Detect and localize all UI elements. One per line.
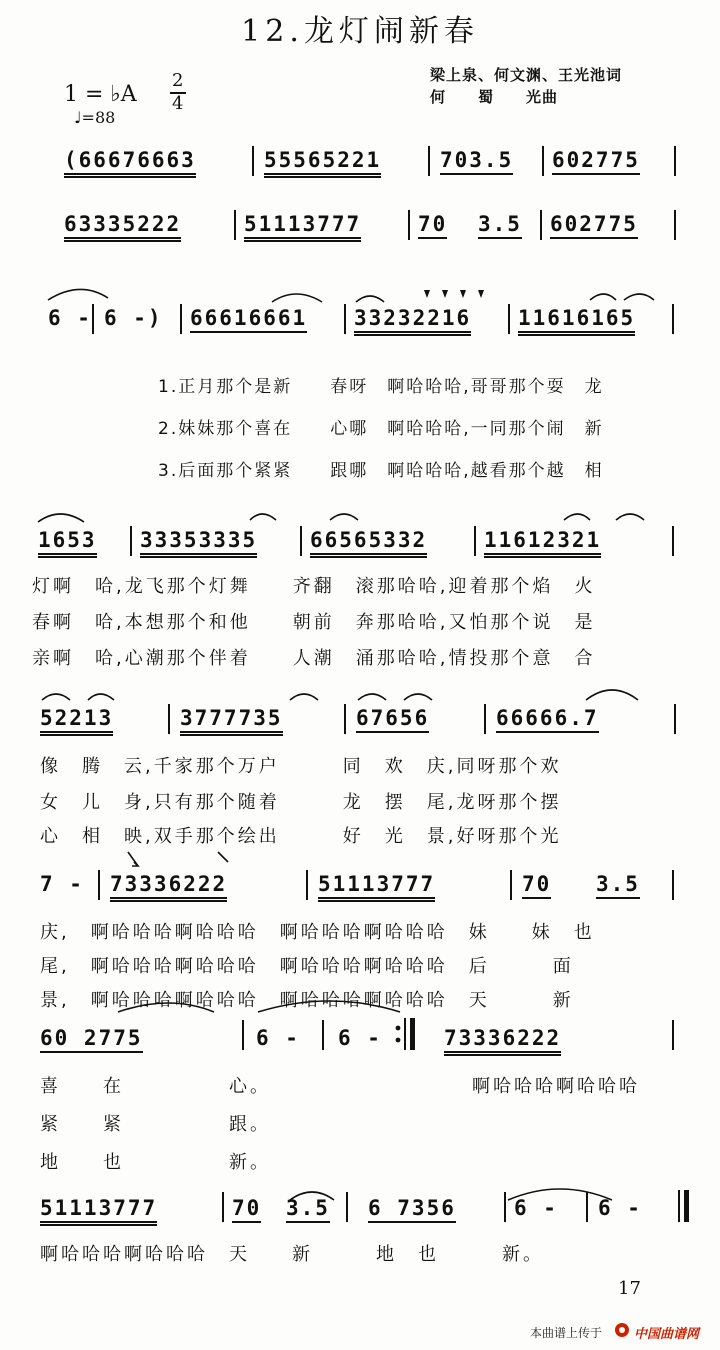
bar-line — [474, 526, 476, 556]
lyric-line: 地 也 新。 — [40, 1152, 271, 1173]
measure: 6 -) — [104, 306, 163, 330]
measure: 6 - — [514, 1196, 558, 1220]
bar-line — [672, 304, 674, 334]
measure: 60 2775 — [40, 1026, 143, 1053]
measure: 33353335 — [140, 528, 257, 558]
measure: 70 — [232, 1196, 261, 1223]
measure: 6 - — [256, 1026, 300, 1050]
bar-line — [674, 704, 676, 734]
bar-line — [300, 526, 302, 556]
bar-line — [306, 870, 308, 900]
site-name-link[interactable]: 中国曲谱网 — [634, 1327, 700, 1342]
lyric-line: 庆, 啊哈哈哈啊哈哈哈 啊哈哈哈啊哈哈哈 妹 妹 也 — [40, 922, 595, 943]
measure: 66565332 — [310, 528, 427, 558]
lyric-line: 尾, 啊哈哈哈啊哈哈哈 啊哈哈哈啊哈哈哈 后 面 — [40, 956, 574, 977]
measure: 3.5 — [286, 1196, 330, 1223]
measure: 70 — [418, 212, 447, 239]
measure: 602775 — [550, 212, 638, 239]
measure: 51113777 — [318, 872, 435, 902]
bar-line — [504, 1192, 506, 1222]
bar-line — [252, 146, 254, 176]
bar-line — [242, 1020, 244, 1050]
lyric-line: 3.后面那个紧紧 跟哪 啊哈哈哈,越看那个越 相 — [158, 461, 604, 481]
lyric-line: 景, 啊哈哈哈啊哈哈哈 啊哈哈哈啊哈哈哈 天 新 — [40, 990, 574, 1011]
measure: 6 - — [338, 1026, 382, 1050]
measure: 67656 — [356, 706, 429, 733]
measure: 33232216 — [354, 306, 471, 336]
lyric-line: 像 腾 云,千家那个万户 同 欢 庆,同呀那个欢 — [40, 756, 562, 777]
measure: 602775 — [552, 148, 640, 175]
measure: 11612321 — [484, 528, 601, 558]
lyric-line: 亲啊 哈,心潮那个伴着 人潮 涌那哈哈,情投那个意 合 — [32, 648, 596, 669]
measure: 6 - — [598, 1196, 642, 1220]
lyric-line: 啊哈哈哈啊哈哈哈 天 新 地 也 新。 — [40, 1244, 544, 1265]
bar-line — [180, 304, 182, 334]
lyric-line: 灯啊 哈,龙飞那个灯舞 齐翻 滚那哈哈,迎着那个焰 火 — [32, 576, 596, 597]
bar-line — [672, 1020, 674, 1050]
lyric-line: 喜 在 心。 啊哈哈哈啊哈哈哈 — [40, 1076, 640, 1097]
lyric-line: 春啊 哈,本想那个和他 朝前 奔那哈哈,又怕那个说 是 — [32, 612, 596, 633]
bar-line — [168, 704, 170, 734]
lyric-line: 1.正月那个是新 春呀 啊哈哈哈,哥哥那个耍 龙 — [158, 377, 604, 397]
song-title: 12.龙灯闹新春 — [241, 14, 479, 49]
bar-line — [130, 526, 132, 556]
time-signature-bottom: 4 — [172, 93, 184, 114]
measure: 3.5 — [478, 212, 522, 239]
measure: 6 - — [48, 306, 92, 330]
bar-line — [586, 1192, 588, 1222]
lyric-line: 女 儿 身,只有那个随着 龙 摆 尾,龙呀那个摆 — [40, 792, 562, 813]
bar-line — [484, 704, 486, 734]
measure: 63335222 — [64, 212, 181, 242]
composer-credit: 何 蜀 光曲 — [430, 88, 559, 106]
measure: 51113777 — [244, 212, 361, 242]
bar-line — [222, 1192, 224, 1222]
lyric-line: 心 相 映,双手那个绘出 好 光 景,好呀那个光 — [40, 826, 562, 847]
measure: 66666.7 — [496, 706, 599, 733]
site-logo-icon — [614, 1322, 630, 1338]
bar-line — [672, 870, 674, 900]
bar-line — [508, 304, 510, 334]
bar-line — [322, 1020, 324, 1050]
bar-line — [98, 870, 100, 900]
measure: 51113777 — [40, 1196, 157, 1226]
measure: 7 - — [40, 872, 84, 896]
bar-line — [408, 210, 410, 240]
time-signature-top: 2 — [172, 70, 184, 91]
measure: 73336222 — [110, 872, 227, 902]
bar-line — [674, 146, 676, 176]
measure: 3777735 — [180, 706, 283, 736]
measure: 73336222 — [444, 1026, 561, 1056]
page-number: 17 — [618, 1278, 641, 1299]
measure: 11616165 — [518, 306, 635, 336]
bar-line — [540, 210, 542, 240]
bar-line — [542, 146, 544, 176]
bar-line — [346, 1192, 348, 1222]
measure: 66616661 — [190, 306, 307, 333]
footer-upload-text: 本曲谱上传于 — [530, 1326, 603, 1340]
measure: 70 — [522, 872, 551, 899]
bar-line — [234, 210, 236, 240]
lyricist-credit: 梁上泉、何文渊、王光池词 — [430, 66, 623, 84]
bar-line — [344, 704, 346, 734]
measure: 3.5 — [596, 872, 640, 899]
bar-line — [92, 304, 94, 334]
bar-line — [672, 526, 674, 556]
key-signature: 1 = ♭A — [64, 82, 137, 107]
bar-line — [510, 870, 512, 900]
bar-line — [344, 304, 346, 334]
measure: 703.5 — [440, 148, 513, 175]
measure: 6 7356 — [368, 1196, 456, 1223]
lyric-line: 2.妹妹那个喜在 心哪 啊哈哈哈,一同那个闹 新 — [158, 419, 604, 439]
measure: 1653 — [38, 528, 97, 558]
measure: (66676663 — [64, 148, 196, 178]
bar-line — [428, 146, 430, 176]
measure: 52213 — [40, 706, 113, 736]
bar-line — [674, 210, 676, 240]
measure: 55565221 — [264, 148, 381, 178]
lyric-line: 紧 紧 跟。 — [40, 1114, 271, 1135]
tempo-marking: ♩=88 — [74, 108, 116, 127]
